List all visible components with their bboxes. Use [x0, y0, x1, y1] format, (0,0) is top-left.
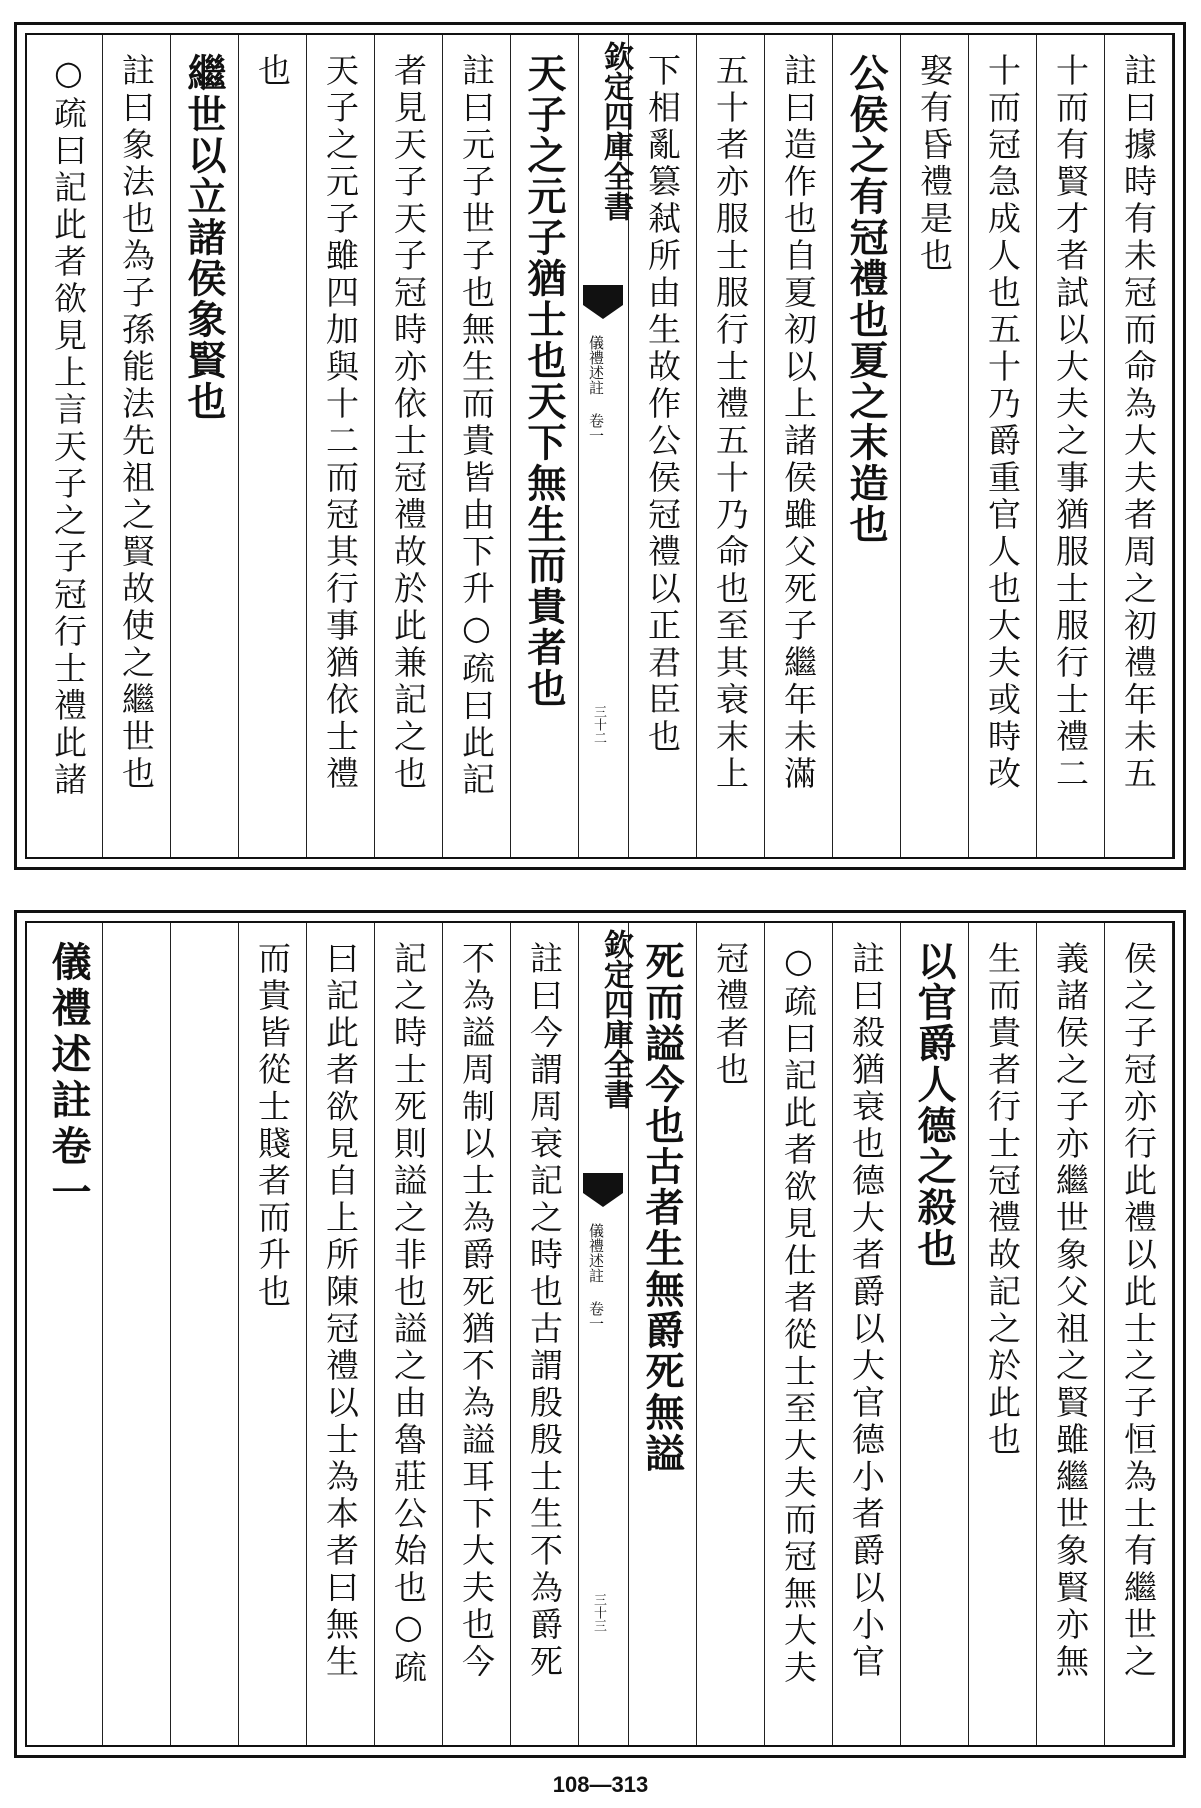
top-column-9: 天子之元子猶士也天下無生而貴者也	[511, 35, 579, 857]
bottom-page-columns	[27, 923, 1173, 1745]
bottom-column-10: 不為謚周制以士為爵死猶不為謚耳下大夫也今	[443, 923, 511, 1745]
top-center-title: 欽定四庫全書	[598, 41, 633, 221]
top-page-frame	[25, 33, 1175, 859]
bottom-fish-tail-mark	[583, 1173, 623, 1193]
top-center-book-title: 儀禮述註	[587, 335, 605, 395]
bottom-column-7: 冠禮者也	[697, 923, 765, 1745]
bottom-column-9: 註曰今謂周衰記之時也古謂殷殷士生不為爵死	[511, 923, 579, 1745]
page-number-footer: 108—313	[552, 1772, 649, 1797]
top-column-14: 繼世以立諸侯象賢也	[171, 35, 239, 857]
bottom-column-5: 註曰殺猶衰也德大者爵以大官德小者爵以小官	[833, 923, 901, 1745]
bottom-column-14	[171, 923, 239, 1745]
bottom-center-folio: 三十三	[591, 1593, 606, 1632]
bottom-column-3: 生而貴者行士冠禮故記之於此也	[969, 923, 1037, 1745]
top-column-13: 也	[239, 35, 307, 857]
top-page-columns	[27, 35, 1173, 857]
bottom-column-13: 而貴皆從士賤者而升也	[239, 923, 307, 1745]
bottom-volume-end-title: 儀禮述註卷一	[35, 923, 103, 1745]
top-column-8: 下相亂篡弒所由生故作公侯冠禮以正君臣也	[629, 35, 697, 857]
top-center-volume: 卷一	[587, 413, 605, 443]
bottom-center-book	[587, 1223, 605, 1331]
bottom-center-title: 欽定四庫全書	[598, 929, 633, 1109]
bottom-page	[14, 910, 1186, 1758]
top-column-5: 公侯之有冠禮也夏之末造也	[833, 35, 901, 857]
bottom-center-volume: 卷一	[587, 1301, 605, 1331]
top-column-10: 註曰元子世子也無生而貴皆由下升○疏曰此記	[443, 35, 511, 857]
bottom-page-frame	[25, 921, 1175, 1747]
bottom-column-12: 曰記此者欲見自上所陳冠禮以士為本者曰無生	[307, 923, 375, 1745]
top-column-6: 註曰造作也自夏初以上諸侯雖父死子繼年未滿	[765, 35, 833, 857]
top-column-11: 者見天子天子冠時亦依士冠禮故於此兼記之也	[375, 35, 443, 857]
top-column-4: 娶有昏禮是也	[901, 35, 969, 857]
top-column-15: 註曰象法也為子孫能法先祖之賢故使之繼世也	[103, 35, 171, 857]
top-center-fold	[579, 35, 633, 857]
top-center-book	[587, 335, 605, 443]
bottom-column-8: 死而謚今也古者生無爵死無謚	[629, 923, 697, 1745]
top-column-1: 註曰據時有未冠而命為大夫者周之初禮年未五	[1105, 35, 1173, 857]
bottom-center-book-title: 儀禮述註	[587, 1223, 605, 1283]
top-column-16: ○疏曰記此者欲見上言天子之子冠行士禮此諸	[35, 35, 103, 857]
bottom-column-6: ○疏曰記此者欲見仕者從士至大夫而冠無大夫	[765, 923, 833, 1745]
top-column-3: 十而冠急成人也五十乃爵重官人也大夫或時改	[969, 35, 1037, 857]
bottom-column-11: 記之時士死則謚之非也謚之由魯莊公始也○疏	[375, 923, 443, 1745]
bottom-column-15	[103, 923, 171, 1745]
bottom-column-2: 義諸侯之子亦繼世象父祖之賢雖繼世象賢亦無	[1037, 923, 1105, 1745]
bottom-center-fold	[579, 923, 633, 1745]
top-fish-tail-mark	[583, 285, 623, 305]
top-center-folio: 三十二	[591, 705, 606, 744]
bottom-column-1: 侯之子冠亦行此禮以此士之子恒為士有繼世之	[1105, 923, 1173, 1745]
top-column-2: 十而有賢才者試以大夫之事猶服士服行士禮二	[1037, 35, 1105, 857]
top-column-7: 五十者亦服士服行士禮五十乃命也至其衰末上	[697, 35, 765, 857]
bottom-column-4: 以官爵人德之殺也	[901, 923, 969, 1745]
top-column-12: 天子之元子雖四加與十二而冠其行事猶依士禮	[307, 35, 375, 857]
top-page	[14, 22, 1186, 870]
